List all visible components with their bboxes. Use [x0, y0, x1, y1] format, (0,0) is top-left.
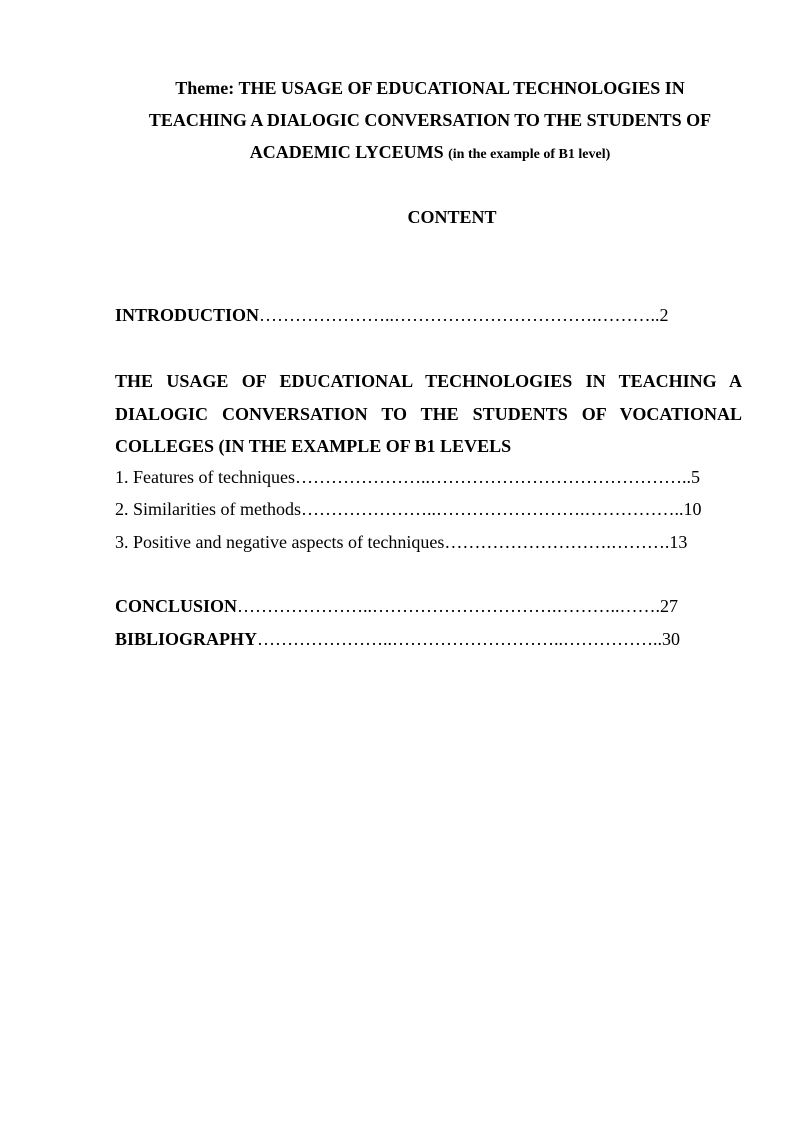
toc-chapter-title: [115, 365, 742, 463]
theme-title: [110, 72, 750, 171]
toc-chapter-line-2: DIALOGIC CONVERSATION TO THE STUDENTS OF VOCATIONAL: [115, 403, 742, 424]
theme-line-1: [110, 72, 750, 104]
toc-item-page: 13: [669, 532, 688, 552]
toc-introduction: [115, 302, 669, 328]
content-heading: CONTENT: [407, 207, 497, 227]
toc-conclusion: [115, 593, 678, 619]
toc-introduction-title: INTRODUCTION: [115, 305, 260, 325]
toc-item-2: [115, 496, 702, 522]
toc-item-title: 1. Features of techniques: [115, 467, 295, 487]
theme-text-1: THE USAGE OF EDUCATIONAL TECHNOLOGIES IN: [238, 78, 685, 98]
theme-text-3: ACADEMIC LYCEUMS: [249, 142, 444, 162]
toc-item-page: 5: [690, 467, 700, 487]
toc-conclusion-page: 27: [660, 596, 679, 616]
toc-chapter-line-1: THE USAGE OF EDUCATIONAL TECHNOLOGIES IN TEACHING A: [115, 371, 742, 391]
toc-item-page: 10: [683, 499, 702, 519]
toc-conclusion-title: CONCLUSION: [115, 596, 238, 616]
toc-introduction-page: 2: [659, 305, 669, 325]
toc-item-leader: …………………..…………………….……………..: [301, 499, 684, 519]
toc-bibliography-page: 30: [662, 629, 681, 649]
toc-bibliography-title: BIBLIOGRAPHY: [115, 629, 258, 649]
toc-item-title: 2. Similarities of methods: [115, 499, 301, 519]
theme-line-2: TEACHING A DIALOGIC CONVERSATION TO THE STUDENTS OF: [148, 110, 712, 130]
toc-item-leader: ……………………….……….: [444, 532, 670, 552]
toc-conclusion-leader: …………………..………………………….………..…….: [237, 596, 661, 616]
theme-label: Theme:: [175, 78, 239, 98]
toc-introduction-leader: …………………..…………………………….………..: [259, 305, 660, 325]
toc-bibliography-leader: …………………..………………………..……………..: [257, 629, 663, 649]
toc-chapter-line-3: COLLEGES (IN THE EXAMPLE OF B1 LEVELS: [115, 436, 512, 456]
toc-bibliography: [115, 626, 680, 652]
theme-subtitle: (in the example of B1 level): [448, 147, 611, 162]
theme-line-3: [110, 136, 750, 171]
toc-item-title: 3. Positive and negative aspects of techniques: [115, 532, 445, 552]
toc-item-3: [115, 529, 687, 555]
toc-item-1: [115, 464, 700, 490]
toc-item-leader: …………………..……………………………………..: [294, 467, 691, 487]
